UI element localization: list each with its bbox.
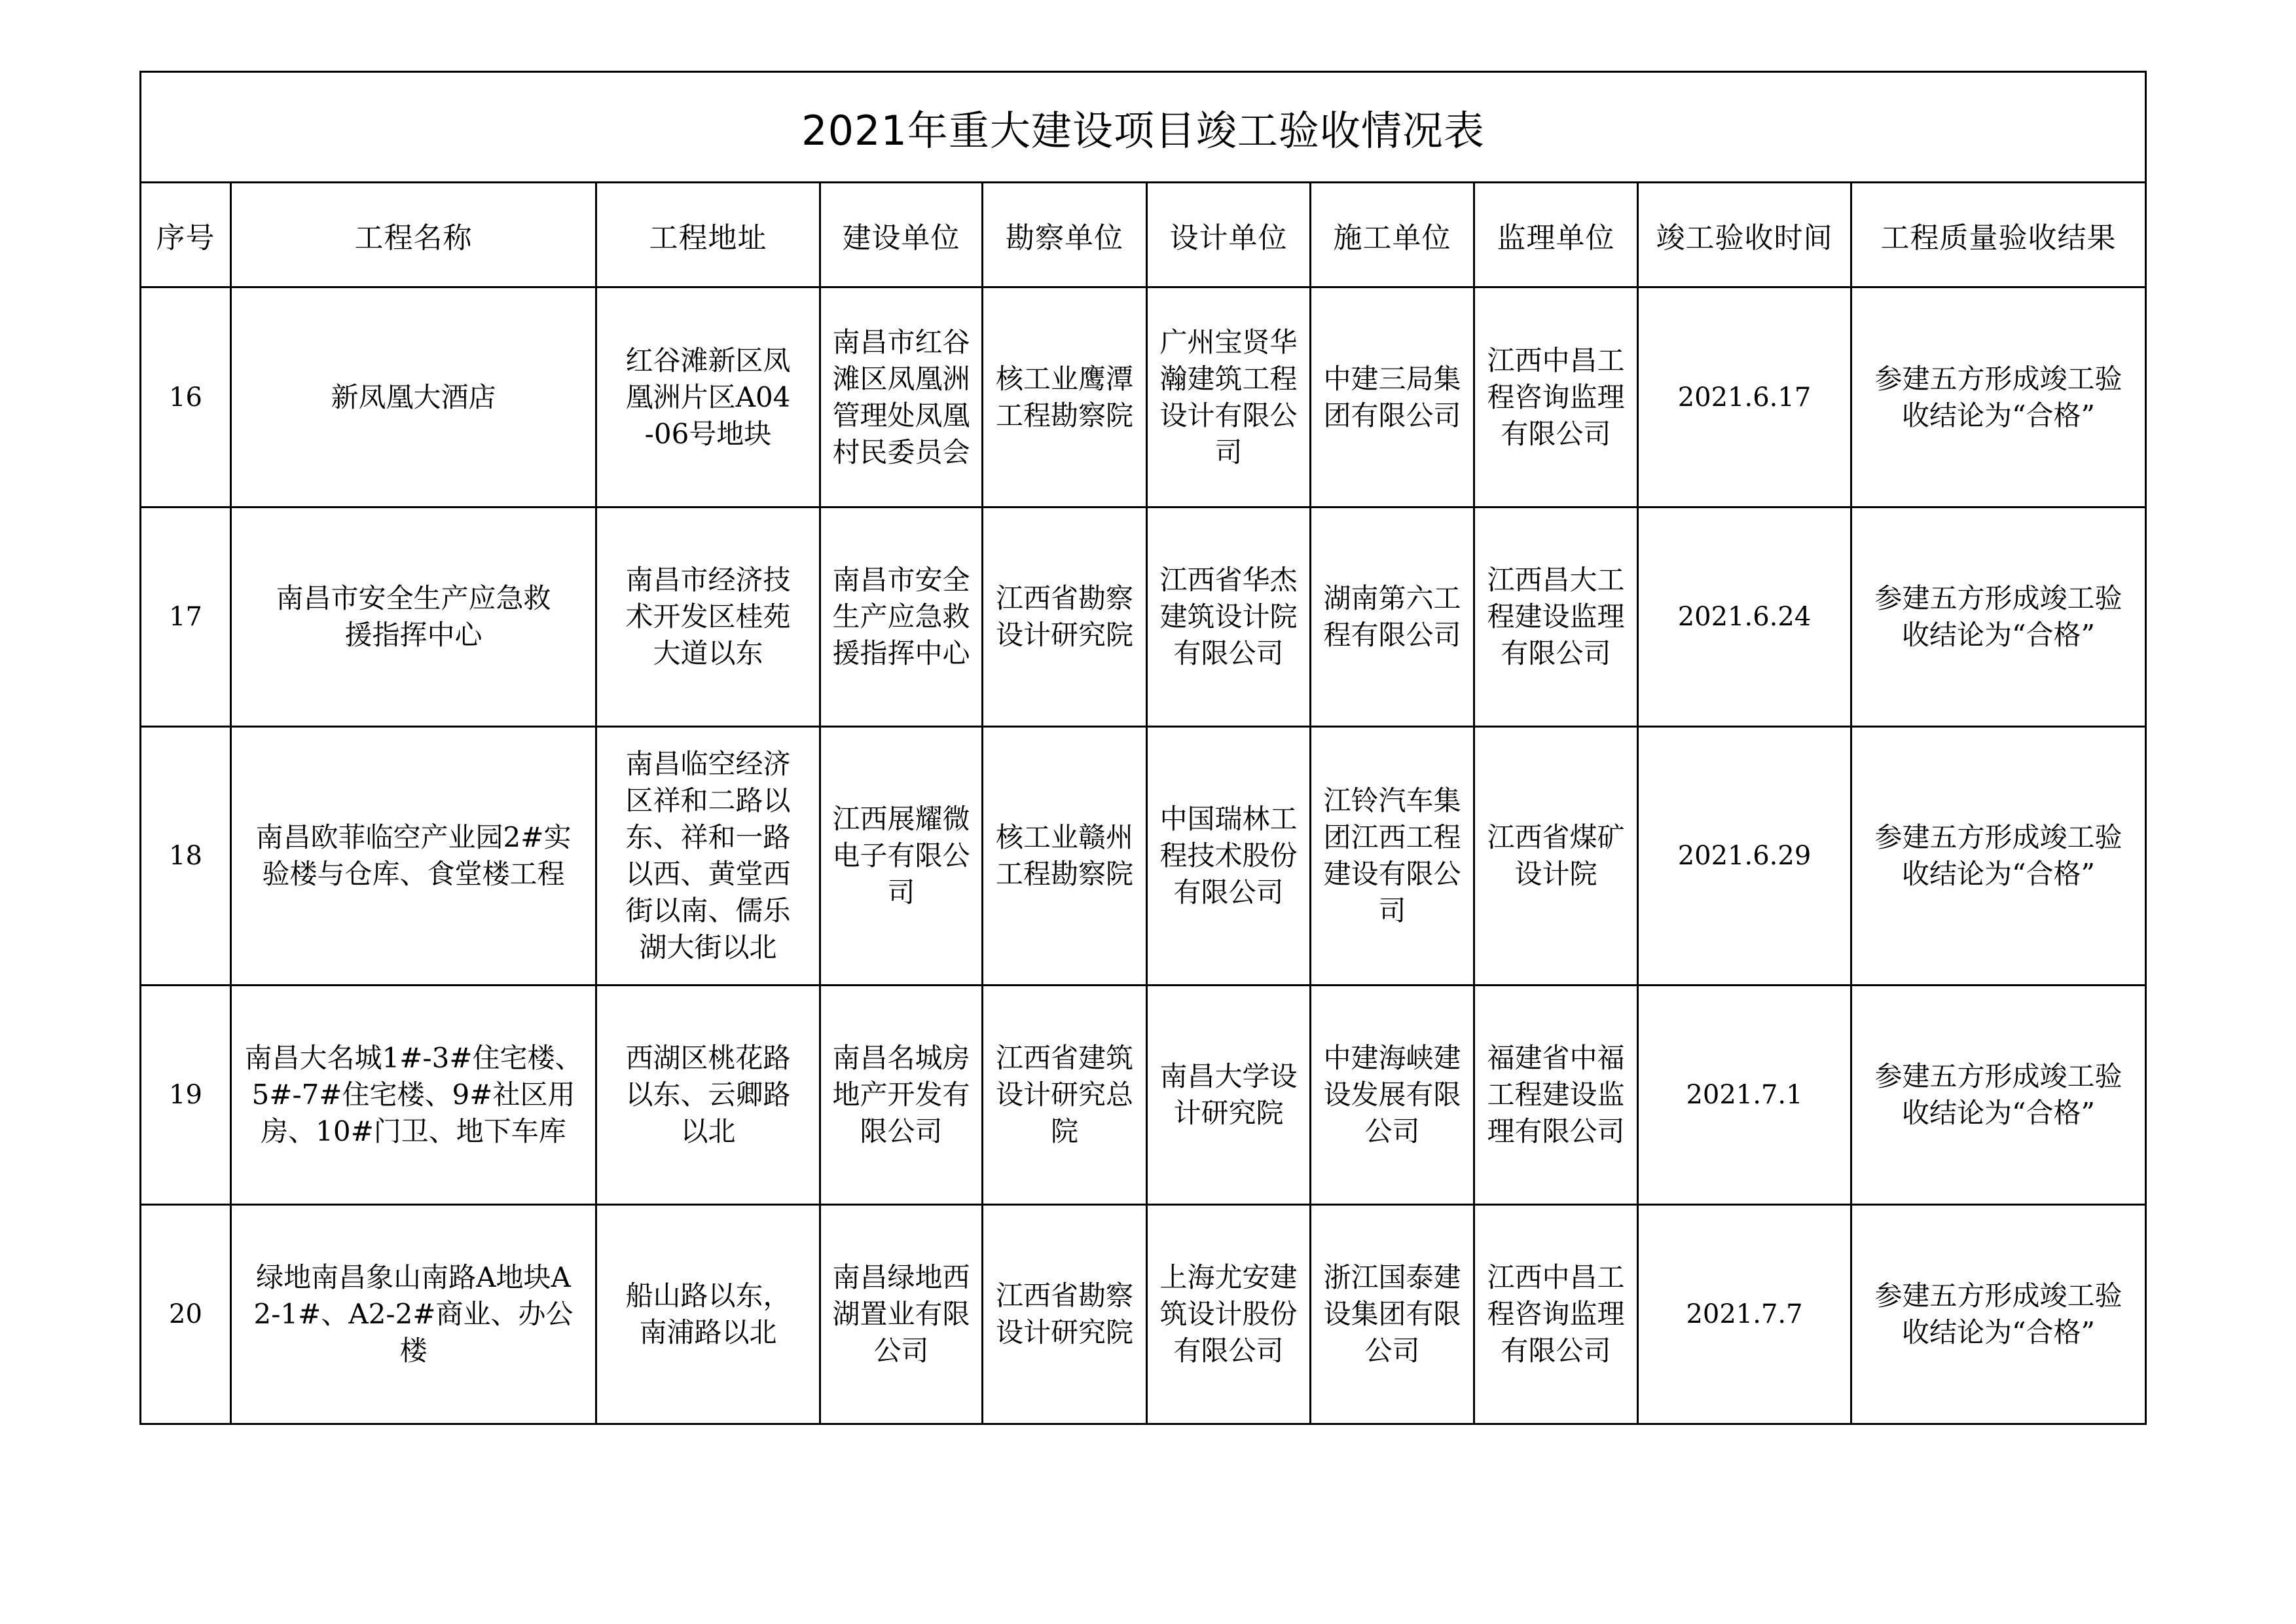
header-row [141, 183, 2146, 287]
row-address [596, 287, 820, 507]
row-builder-text: 江西展耀微电子有限公司 [832, 803, 970, 908]
row-no: 17 [141, 507, 231, 727]
row-builder-text: 南昌市红谷滩区凤凰洲管理处凤凰村民委员会 [832, 325, 970, 468]
row-construction-text: 江铃汽车集团江西工程建设有限公司 [1323, 784, 1461, 927]
row-design [1147, 507, 1311, 727]
row-result-text: 参建五方形成竣工验收结论为“合格” [1874, 582, 2123, 651]
row-date: 2021.6.29 [1638, 727, 1851, 986]
table-row [141, 287, 2146, 507]
row-design [1147, 986, 1311, 1205]
title-row [141, 72, 2146, 183]
table-title: 2021年重大建设项目竣工验收情况表 [141, 72, 2146, 183]
row-supervision [1474, 727, 1638, 986]
row-construction [1311, 287, 1474, 507]
row-design [1147, 287, 1311, 507]
row-project-name-text: 新凤凰大酒店 [331, 380, 496, 413]
row-project-name [231, 1205, 596, 1424]
row-survey [983, 1205, 1147, 1424]
acceptance-table [139, 71, 2147, 1425]
row-builder [820, 727, 983, 986]
header-construction: 施工单位 [1311, 183, 1474, 287]
row-design-text: 南昌大学设计研究院 [1159, 1060, 1298, 1129]
row-result-text: 参建五方形成竣工验收结论为“合格” [1874, 362, 2123, 432]
header-design: 设计单位 [1147, 183, 1311, 287]
header-no: 序号 [141, 183, 231, 287]
row-construction-text: 中建海峡建设发展有限公司 [1323, 1042, 1461, 1147]
row-survey-text: 江西省勘察设计研究院 [995, 582, 1133, 651]
row-supervision-text: 江西昌大工程建设监理有限公司 [1487, 564, 1625, 669]
row-project-name [231, 727, 596, 986]
row-address [596, 986, 820, 1205]
row-project-name [231, 986, 596, 1205]
row-supervision [1474, 507, 1638, 727]
row-no: 19 [141, 986, 231, 1205]
row-address-text: 南昌市经济技术开发区桂苑大道以东 [625, 564, 791, 669]
row-project-name [231, 507, 596, 727]
row-survey [983, 727, 1147, 986]
row-design [1147, 727, 1311, 986]
row-survey [983, 986, 1147, 1205]
row-construction-text: 浙江国泰建设集团有限公司 [1323, 1261, 1461, 1367]
row-construction [1311, 986, 1474, 1205]
row-date: 2021.7.1 [1638, 986, 1851, 1205]
row-result [1851, 287, 2146, 507]
row-construction [1311, 727, 1474, 986]
row-survey-text: 江西省建筑设计研究总院 [995, 1042, 1133, 1147]
row-no: 20 [141, 1205, 231, 1424]
header-survey: 勘察单位 [983, 183, 1147, 287]
row-design-text: 江西省华杰建筑设计院有限公司 [1159, 564, 1298, 669]
table-row [141, 727, 2146, 986]
row-survey [983, 287, 1147, 507]
row-supervision-text: 江西省煤矿设计院 [1487, 821, 1625, 890]
row-date: 2021.7.7 [1638, 1205, 1851, 1424]
row-address [596, 727, 820, 986]
row-survey-text: 核工业鹰潭工程勘察院 [995, 362, 1133, 432]
row-supervision [1474, 1205, 1638, 1424]
row-result-text: 参建五方形成竣工验收结论为“合格” [1874, 821, 2123, 890]
row-supervision-text: 江西中昌工程咨询监理有限公司 [1487, 344, 1625, 450]
row-construction-text: 中建三局集团有限公司 [1323, 362, 1461, 432]
row-construction [1311, 507, 1474, 727]
row-supervision [1474, 986, 1638, 1205]
row-project-name-text: 南昌市安全生产应急救援指挥中心 [276, 582, 551, 651]
row-design [1147, 1205, 1311, 1424]
header-builder: 建设单位 [820, 183, 983, 287]
row-no: 18 [141, 727, 231, 986]
row-builder [820, 1205, 983, 1424]
row-address [596, 507, 820, 727]
table-row [141, 507, 2146, 727]
row-project-name-text: 绿地南昌象山南路A地块A2-1#、A2-2#商业、办公楼 [253, 1261, 574, 1367]
header-address: 工程地址 [596, 183, 820, 287]
header-supervision: 监理单位 [1474, 183, 1638, 287]
row-project-name-text: 南昌大名城1#-3#住宅楼、5#-7#住宅楼、9#社区用房、10#门卫、地下车库 [244, 1042, 583, 1147]
row-survey [983, 507, 1147, 727]
row-address-text: 红谷滩新区凤凰洲片区A04-06号地块 [625, 344, 791, 450]
row-construction-text: 湖南第六工程有限公司 [1323, 582, 1461, 651]
row-date: 2021.6.17 [1638, 287, 1851, 507]
row-result [1851, 507, 2146, 727]
row-design-text: 上海尤安建筑设计股份有限公司 [1159, 1261, 1298, 1367]
row-result-text: 参建五方形成竣工验收结论为“合格” [1874, 1280, 2123, 1348]
row-supervision-text: 福建省中福工程建设监理有限公司 [1487, 1042, 1625, 1147]
row-builder-text: 南昌名城房地产开发有限公司 [832, 1042, 970, 1147]
row-builder-text: 南昌市安全生产应急救援指挥中心 [832, 564, 970, 669]
row-builder [820, 287, 983, 507]
row-survey-text: 核工业赣州工程勘察院 [995, 821, 1133, 890]
row-result [1851, 727, 2146, 986]
row-builder-text: 南昌绿地西湖置业有限公司 [832, 1261, 970, 1367]
row-address-text: 船山路以东，南浦路以北 [625, 1280, 791, 1348]
row-result [1851, 1205, 2146, 1424]
table-row [141, 986, 2146, 1205]
row-design-text: 广州宝贤华瀚建筑工程设计有限公司 [1159, 325, 1298, 468]
row-builder [820, 507, 983, 727]
row-supervision [1474, 287, 1638, 507]
header-acceptance-date: 竣工验收时间 [1638, 183, 1851, 287]
row-builder [820, 986, 983, 1205]
row-address-text: 南昌临空经济区祥和二路以东、祥和一路以西、黄堂西街以南、儒乐湖大街以北 [625, 748, 791, 963]
row-result [1851, 986, 2146, 1205]
row-address [596, 1205, 820, 1424]
row-supervision-text: 江西中昌工程咨询监理有限公司 [1487, 1261, 1625, 1367]
row-design-text: 中国瑞林工程技术股份有限公司 [1159, 803, 1298, 908]
header-project-name: 工程名称 [231, 183, 596, 287]
row-project-name [231, 287, 596, 507]
header-quality-result: 工程质量验收结果 [1851, 183, 2146, 287]
row-project-name-text: 南昌欧菲临空产业园2#实验楼与仓库、食堂楼工程 [255, 821, 572, 890]
row-construction [1311, 1205, 1474, 1424]
table-row [141, 1205, 2146, 1424]
row-date: 2021.6.24 [1638, 507, 1851, 727]
row-no: 16 [141, 287, 231, 507]
row-result-text: 参建五方形成竣工验收结论为“合格” [1874, 1060, 2123, 1129]
row-survey-text: 江西省勘察设计研究院 [995, 1280, 1133, 1348]
row-address-text: 西湖区桃花路以东、云卿路以北 [625, 1042, 791, 1147]
